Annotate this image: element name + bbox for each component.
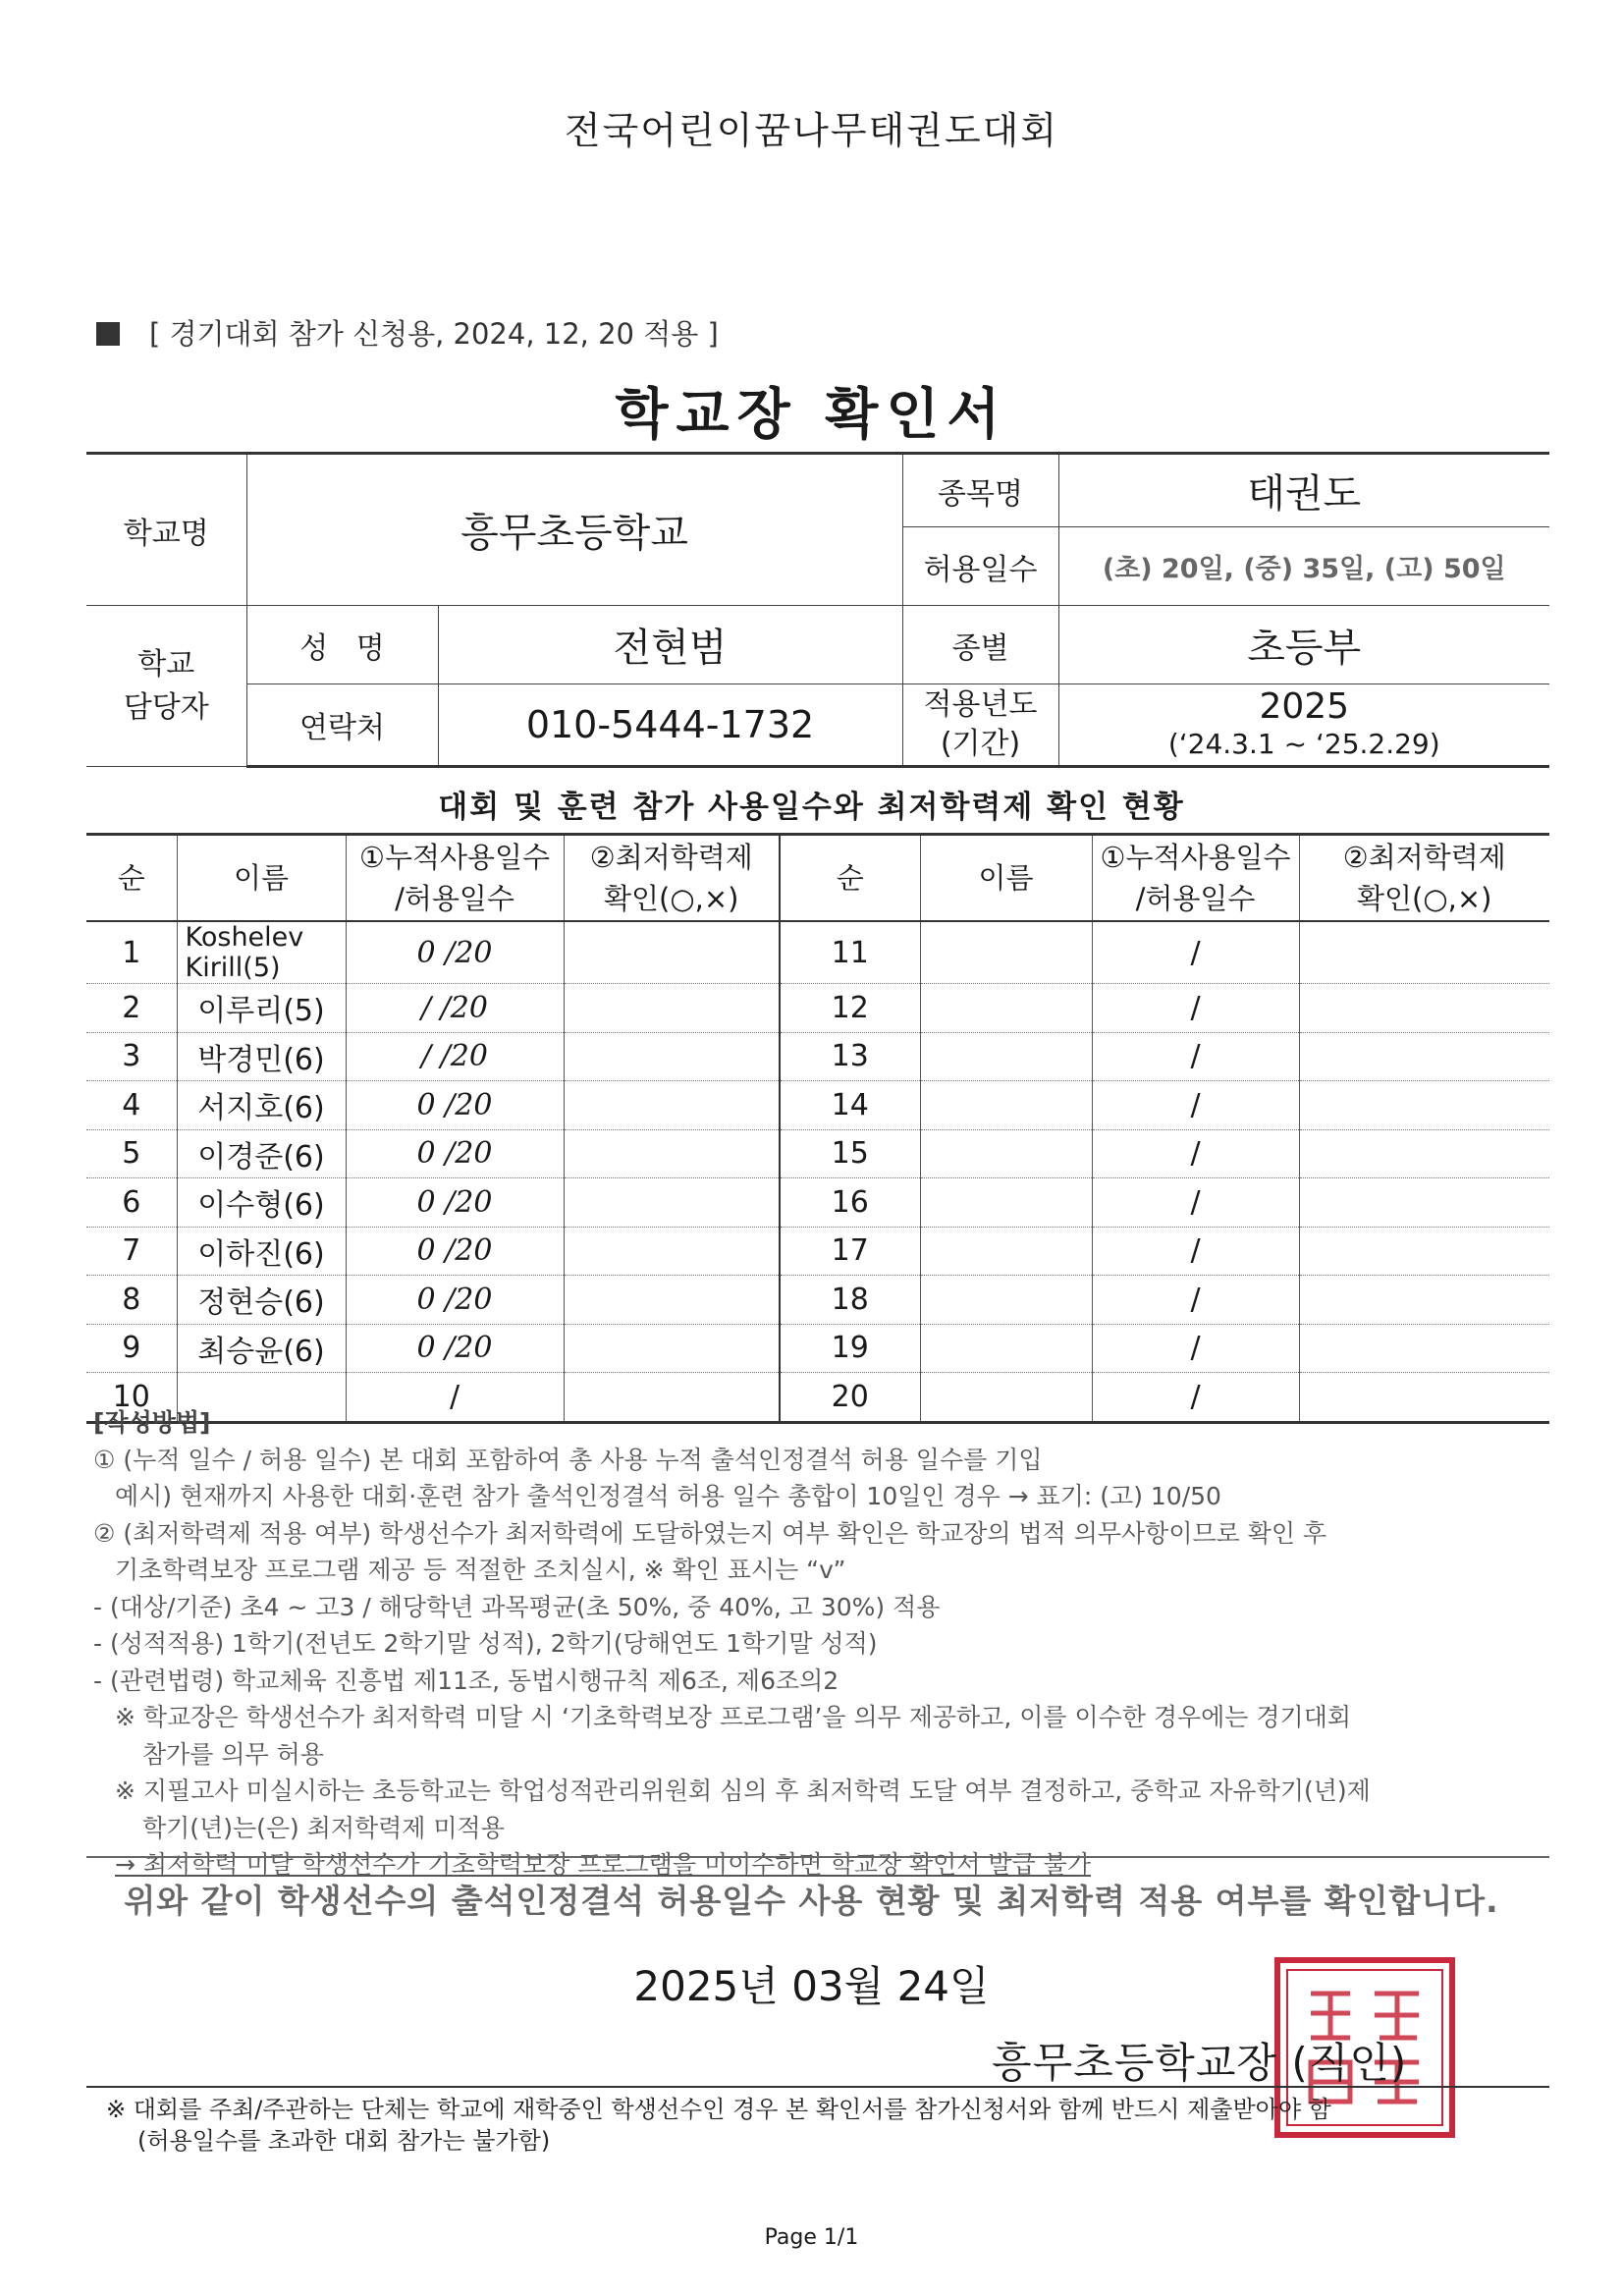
status-heading: 대회 및 훈련 참가 사용일수와 최저학력제 확인 현황: [438, 790, 1185, 825]
name-value: 전현범: [438, 606, 902, 684]
table-row: [86, 1081, 1549, 1130]
row-name: [920, 1081, 1092, 1130]
row-min: [1299, 984, 1549, 1033]
signer: 흥무초등학교장 (직인): [992, 2039, 1408, 2087]
school-value: 흥무초등학교: [246, 454, 902, 606]
row-used: /: [1092, 1129, 1299, 1178]
info-table: [86, 452, 1549, 768]
row-name: 이수형(6): [177, 1178, 346, 1228]
row-used: / /20: [346, 1032, 564, 1081]
page-number: Page 1/1: [764, 2225, 859, 2250]
row-name: [920, 1032, 1092, 1081]
row-no: 5: [86, 1129, 177, 1178]
table-row: [86, 984, 1549, 1033]
row-no: 20: [780, 1373, 920, 1423]
square-bullet-icon: [96, 322, 120, 346]
footnote-line: ※ 대회를 주최/주관하는 단체는 학교에 재학중인 학생선수인 경우 본 확인서를 참가신청서와 함께 반드시 제출받아야 함: [106, 2096, 1331, 2123]
row-used: 0 /20: [346, 1276, 564, 1325]
row-no: 18: [780, 1276, 920, 1325]
sport-label: 종목명: [902, 454, 1058, 527]
document-title: 학교장 확인서: [615, 383, 1008, 447]
name-label: 성 명: [246, 606, 438, 684]
header-min-left: ②최저학력제 확인(○,×): [564, 835, 780, 922]
row-name: 최승윤(6): [177, 1324, 346, 1373]
divider: [86, 1856, 1549, 1858]
row-min: [564, 1324, 780, 1373]
row-used: /: [1092, 921, 1299, 984]
table-row: [86, 1276, 1549, 1325]
table-row: [86, 1324, 1549, 1373]
apply-note: [96, 312, 719, 353]
header-name-left: 이름: [177, 835, 346, 922]
table-row: [86, 1032, 1549, 1081]
row-used: 0 /20: [346, 1227, 564, 1276]
contact-label: 연락처: [246, 684, 438, 767]
header-no-right: 순: [780, 835, 920, 922]
school-label: 학교명: [86, 454, 246, 606]
row-used: /: [346, 1373, 564, 1423]
writing-method: [93, 1404, 1546, 1884]
method-line: → 최저학력 미달 학생선수가 기초학력보장 프로그램을 미이수하면 학교장 확인서 발급 불가: [115, 1850, 1091, 1879]
row-name: 이루리(5): [177, 984, 346, 1033]
header-no-left: 순: [86, 835, 177, 922]
row-used: 0 /20: [346, 921, 564, 984]
footnote: [106, 2094, 1549, 2157]
row-used: 0 /20: [346, 1129, 564, 1178]
header-used-right: ①누적사용일수 /허용일수: [1092, 835, 1299, 922]
row-min: [564, 921, 780, 984]
row-name: [920, 1227, 1092, 1276]
row-min: [564, 1276, 780, 1325]
method-line: - (대상/기준) 초4 ~ 고3 / 해당학년 과목평균(초 50%, 중 40%, 고 30%) 적용: [93, 1592, 941, 1621]
row-name: [920, 921, 1092, 984]
row-min: [564, 1178, 780, 1228]
row-no: 12: [780, 984, 920, 1033]
footnote-line: (허용일수를 초과한 대회 참가는 불가함): [137, 2127, 551, 2155]
header-min-right: ②최저학력제 확인(○,×): [1299, 835, 1549, 922]
row-used: /: [1092, 1081, 1299, 1130]
divider: [86, 2086, 1549, 2088]
method-line: ② (최저학력제 적용 여부) 학생선수가 최저학력에 도달하였는지 여부 확인은 학교장의 법적 의무사항이므로 확인 후: [93, 1518, 1327, 1548]
row-name: [920, 1178, 1092, 1228]
row-min: [1299, 1276, 1549, 1325]
table-row: [86, 1178, 1549, 1228]
event-title: 전국어린이꿈나무태권도대회: [564, 109, 1059, 152]
division-label: 종별: [902, 606, 1058, 684]
row-min: [1299, 921, 1549, 984]
row-used: 0 /20: [346, 1081, 564, 1130]
row-used: / /20: [346, 984, 564, 1033]
row-name: 이하진(6): [177, 1227, 346, 1276]
row-name: 서지호(6): [177, 1081, 346, 1130]
method-line: 예시) 현재까지 사용한 대회·훈련 참가 출석인정결석 허용 일수 총합이 10일인 경우 → 표기: (고) 10/50: [115, 1482, 1221, 1510]
method-line: ① (누적 일수 / 허용 일수) 본 대회 포함하여 총 사용 누적 출석인정결석 허용 일수를 기입: [93, 1445, 1043, 1474]
method-line: ※ 학교장은 학생선수가 최저학력 미달 시 ‘기초학력보장 프로그램’을 의무 제공하고, 이를 이수한 경우에는 경기대회: [115, 1703, 1351, 1731]
row-min: [564, 1081, 780, 1130]
row-used: 0 /20: [346, 1324, 564, 1373]
row-min: [1299, 1227, 1549, 1276]
row-no: 15: [780, 1129, 920, 1178]
confirm-statement: 위와 같이 학생선수의 출석인정결석 허용일수 사용 현황 및 최저학력 적용 여부를 확인합니다.: [124, 1882, 1499, 1920]
year-label: 적용년도 (기간): [902, 684, 1058, 767]
row-name: [920, 1324, 1092, 1373]
row-no: 8: [86, 1276, 177, 1325]
method-line: - (관련법령) 학교체육 진흥법 제11조, 동법시행규칙 제6조, 제6조의2: [93, 1666, 839, 1695]
row-no: 2: [86, 984, 177, 1033]
row-used: /: [1092, 1032, 1299, 1081]
row-no: 3: [86, 1032, 177, 1081]
row-no: 13: [780, 1032, 920, 1081]
table-row: [86, 1129, 1549, 1178]
year-cell: [1058, 684, 1549, 767]
row-used: 0 /20: [346, 1178, 564, 1228]
row-min: [1299, 1178, 1549, 1228]
row-no: 14: [780, 1081, 920, 1130]
row-no: 10: [86, 1373, 177, 1423]
row-no: 17: [780, 1227, 920, 1276]
method-line: ※ 지필고사 미실시하는 초등학교는 학업성적관리위원회 심의 후 최저학력 도달 여부 결정하고, 중학교 자유학기(년)제: [115, 1777, 1371, 1805]
issue-date: 2025년 03월 24일: [633, 1962, 990, 2010]
year-value: 2025: [1259, 686, 1350, 727]
row-name: Koshelev Kirill(5): [177, 921, 346, 984]
row-no: 6: [86, 1178, 177, 1228]
row-used: /: [1092, 1178, 1299, 1228]
allowed-value: (초) 20일, (중) 35일, (고) 50일: [1058, 527, 1549, 606]
row-min: [564, 1227, 780, 1276]
row-used: /: [1092, 1324, 1299, 1373]
row-no: 7: [86, 1227, 177, 1276]
row-no: 19: [780, 1324, 920, 1373]
method-line: 기초학력보장 프로그램 제공 등 적절한 조치실시, ※ 확인 표시는 “v”: [115, 1556, 846, 1584]
period-value: (‘24.3.1 ~ ‘25.2.29): [1167, 728, 1440, 760]
row-used: /: [1092, 1276, 1299, 1325]
athlete-list-table: [86, 833, 1549, 1424]
row-no: 1: [86, 921, 177, 984]
row-name: 이경준(6): [177, 1129, 346, 1178]
row-no: 9: [86, 1324, 177, 1373]
sport-value: 태권도: [1058, 454, 1549, 527]
row-min: [564, 1129, 780, 1178]
row-min: [1299, 1129, 1549, 1178]
method-line: - (성적적용) 1학기(전년도 2학기말 성적), 2학기(당해연도 1학기말 성적): [93, 1629, 878, 1658]
row-name: [920, 1276, 1092, 1325]
manager-label: 학교 담당자: [86, 606, 246, 767]
header-name-right: 이름: [920, 835, 1092, 922]
table-row: [86, 921, 1549, 984]
apply-note-text: [ 경기대회 참가 신청용, 2024, 12, 20 적용 ]: [149, 317, 719, 351]
row-used: /: [1092, 1373, 1299, 1423]
row-name: 박경민(6): [177, 1032, 346, 1081]
row-min: [564, 984, 780, 1033]
method-line: 참가를 의무 허용: [142, 1739, 324, 1769]
row-no: 4: [86, 1081, 177, 1130]
row-no: 11: [780, 921, 920, 984]
row-name: [920, 1129, 1092, 1178]
contact-value: 010-5444-1732: [438, 684, 902, 767]
method-line: 학기(년)는(은) 최저학력제 미적용: [142, 1813, 505, 1842]
method-title: [작성방법]: [93, 1408, 211, 1437]
row-min: [1299, 1081, 1549, 1130]
row-name: [920, 984, 1092, 1033]
row-used: /: [1092, 1227, 1299, 1276]
row-used: /: [1092, 984, 1299, 1033]
row-name: 정현승(6): [177, 1276, 346, 1325]
table-row: [86, 1227, 1549, 1276]
division-value: 초등부: [1058, 606, 1549, 684]
allowed-label: 허용일수: [902, 527, 1058, 606]
header-used-left: ①누적사용일수 /허용일수: [346, 835, 564, 922]
row-min: [564, 1032, 780, 1081]
row-min: [1299, 1032, 1549, 1081]
row-min: [1299, 1324, 1549, 1373]
row-no: 16: [780, 1178, 920, 1228]
